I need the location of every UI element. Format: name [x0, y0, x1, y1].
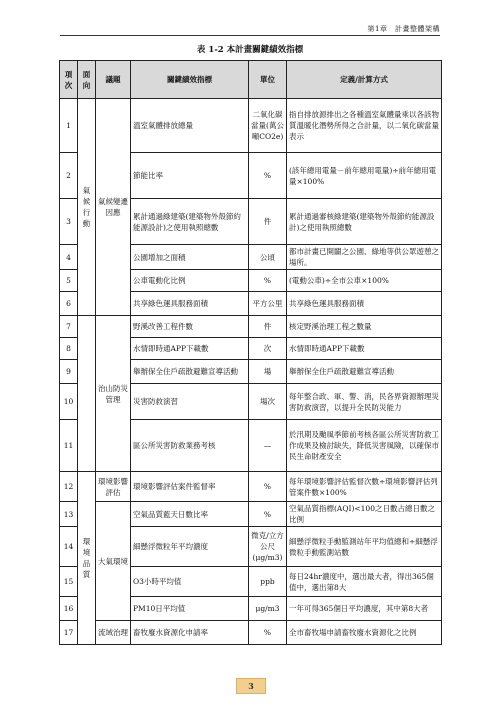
indicator: 公園增加之面積 [131, 245, 249, 270]
item-no: 11 [60, 420, 78, 472]
kpi-table [59, 60, 442, 645]
header-topic: 議題 [96, 61, 131, 99]
header-definition: 定義/計算方式 [287, 61, 442, 99]
aspect-climate-continued [78, 316, 96, 472]
unit: — [249, 420, 287, 472]
item-no: 12 [60, 472, 78, 502]
item-no: 10 [60, 384, 78, 420]
item-no: 5 [60, 270, 78, 292]
indicator: PM10日平均值 [131, 597, 249, 621]
unit: 場次 [249, 384, 287, 420]
item-no: 15 [60, 567, 78, 597]
item-no: 9 [60, 360, 78, 384]
indicator: 空氣品質藍天日數比率 [131, 502, 249, 527]
unit: 公頃 [249, 245, 287, 270]
unit: % [249, 502, 287, 527]
item-no: 4 [60, 245, 78, 270]
unit: 平方公里 [249, 292, 287, 316]
table-row [60, 99, 442, 153]
indicator: 溫室氣體排放總量 [131, 99, 249, 153]
definition: 累計通過審核綠建築(建築物外殼節約能源設計)之使用執照總數 [287, 199, 442, 245]
definition: 指自排放源排出之各種溫室氣體量乘以各該物質溫暖化潛勢所得之合計量，以二氧化碳當量表示 [287, 99, 442, 153]
item-no: 14 [60, 527, 78, 567]
header-item: 項次 [60, 61, 78, 99]
indicator: 公車電動化比例 [131, 270, 249, 292]
topic-disaster: 治山防災管理 [96, 316, 131, 472]
indicator: 節能比率 [131, 153, 249, 199]
unit: % [249, 270, 287, 292]
table-row [60, 621, 442, 645]
unit: 件 [249, 199, 287, 245]
item-no: 13 [60, 502, 78, 527]
indicator: 共享綠色運具服務面積 [131, 292, 249, 316]
unit: μg/m3 [249, 597, 287, 621]
definition: 全市畜牧場申請畜牧廢水資源化之比例 [287, 621, 442, 645]
definition: 核定野溪治理工程之數量 [287, 316, 442, 338]
definition: 共享綠色運具服務面積 [287, 292, 442, 316]
definition: 空氣品質指標(AQI)<100之日數占總日數之比例 [287, 502, 442, 527]
unit: 場 [249, 360, 287, 384]
definition: 舉辦保全住戶疏散避難宣導活動 [287, 360, 442, 384]
unit: 件 [249, 316, 287, 338]
item-no: 1 [60, 99, 78, 153]
header-indicator: 關鍵績效指標 [131, 61, 249, 99]
unit: ppb [249, 567, 287, 597]
indicator: 環境影響評估案件監督率 [131, 472, 249, 502]
table-row [60, 472, 442, 502]
unit: 次 [249, 338, 287, 360]
topic-air: 大氣環境 [96, 502, 131, 621]
definition: 每日24hr濃度中，選出最大者，得出365個值中，選出第8大 [287, 567, 442, 597]
header-unit: 單位 [249, 61, 287, 99]
table-header-row [60, 61, 442, 99]
definition: (該年總用電量－前年總用電量)÷前年總用電量×100% [287, 153, 442, 199]
item-no: 7 [60, 316, 78, 338]
aspect-environment: 環境品質 [78, 472, 96, 645]
item-no: 2 [60, 153, 78, 199]
indicator: 災害防救演習 [131, 384, 249, 420]
indicator: 野溪改善工程件數 [131, 316, 249, 338]
unit: 二氧化碳當量(萬公噸CO2e) [249, 99, 287, 153]
definition: 每年整合政、軍、警、消，民各界資源辦理災害防救演習，以提升全民防災能力 [287, 384, 442, 420]
chapter-header: 第1章 計畫整體架構 [367, 25, 440, 33]
indicator: 累計通過綠建築(建築物外殼節約能源設計)之使用執照總數 [131, 199, 249, 245]
indicator: 水情即時通APP下載數 [131, 338, 249, 360]
page-number: 3 [236, 678, 266, 694]
header-aspect: 面向 [78, 61, 96, 99]
topic-impact-assessment: 環境影響評估 [96, 472, 131, 502]
unit: % [249, 472, 287, 502]
item-no: 3 [60, 199, 78, 245]
indicator: 區公所災害防救業務考核 [131, 420, 249, 472]
unit: % [249, 621, 287, 645]
topic-climate-change: 氣候變遷因應 [96, 99, 131, 316]
topic-watershed: 流域治理 [96, 621, 131, 645]
table-row [60, 316, 442, 338]
indicator: 畜牧廢水資源化申請率 [131, 621, 249, 645]
definition: 水情即時通APP下載數 [287, 338, 442, 360]
item-no: 6 [60, 292, 78, 316]
definition: (電動公車)÷全市公車×100% [287, 270, 442, 292]
indicator: O3小時平均值 [131, 567, 249, 597]
unit: 微克/立方公尺(μg/m3) [249, 527, 287, 567]
unit: % [249, 153, 287, 199]
item-no: 17 [60, 621, 78, 645]
definition: 一年可得365個日平均濃度，其中第8大者 [287, 597, 442, 621]
header-rule [60, 35, 440, 36]
definition: 細懸浮微粒手動監測站年平均值總和÷細懸浮微粒手動監測站數 [287, 527, 442, 567]
definition: 都市計畫已開闢之公園、綠地等供公眾遊憩之場所。 [287, 245, 442, 270]
aspect-climate: 氣候行動 [78, 99, 96, 316]
definition: 於汛期及颱風季節前考核各區公所災害防救工作成果及檢討缺失，降低災害風險，以確保市民生命財產安全 [287, 420, 442, 472]
definition: 每年環境影響評估監督次數÷環境影響評估列管案件數×100% [287, 472, 442, 502]
item-no: 8 [60, 338, 78, 360]
table-row [60, 502, 442, 527]
item-no: 16 [60, 597, 78, 621]
indicator: 細懸浮微粒年平均濃度 [131, 527, 249, 567]
indicator: 舉辦保全住戶疏散避難宣導活動 [131, 360, 249, 384]
table-title: 表 1-2 本計畫關鍵績效指標 [196, 45, 304, 55]
